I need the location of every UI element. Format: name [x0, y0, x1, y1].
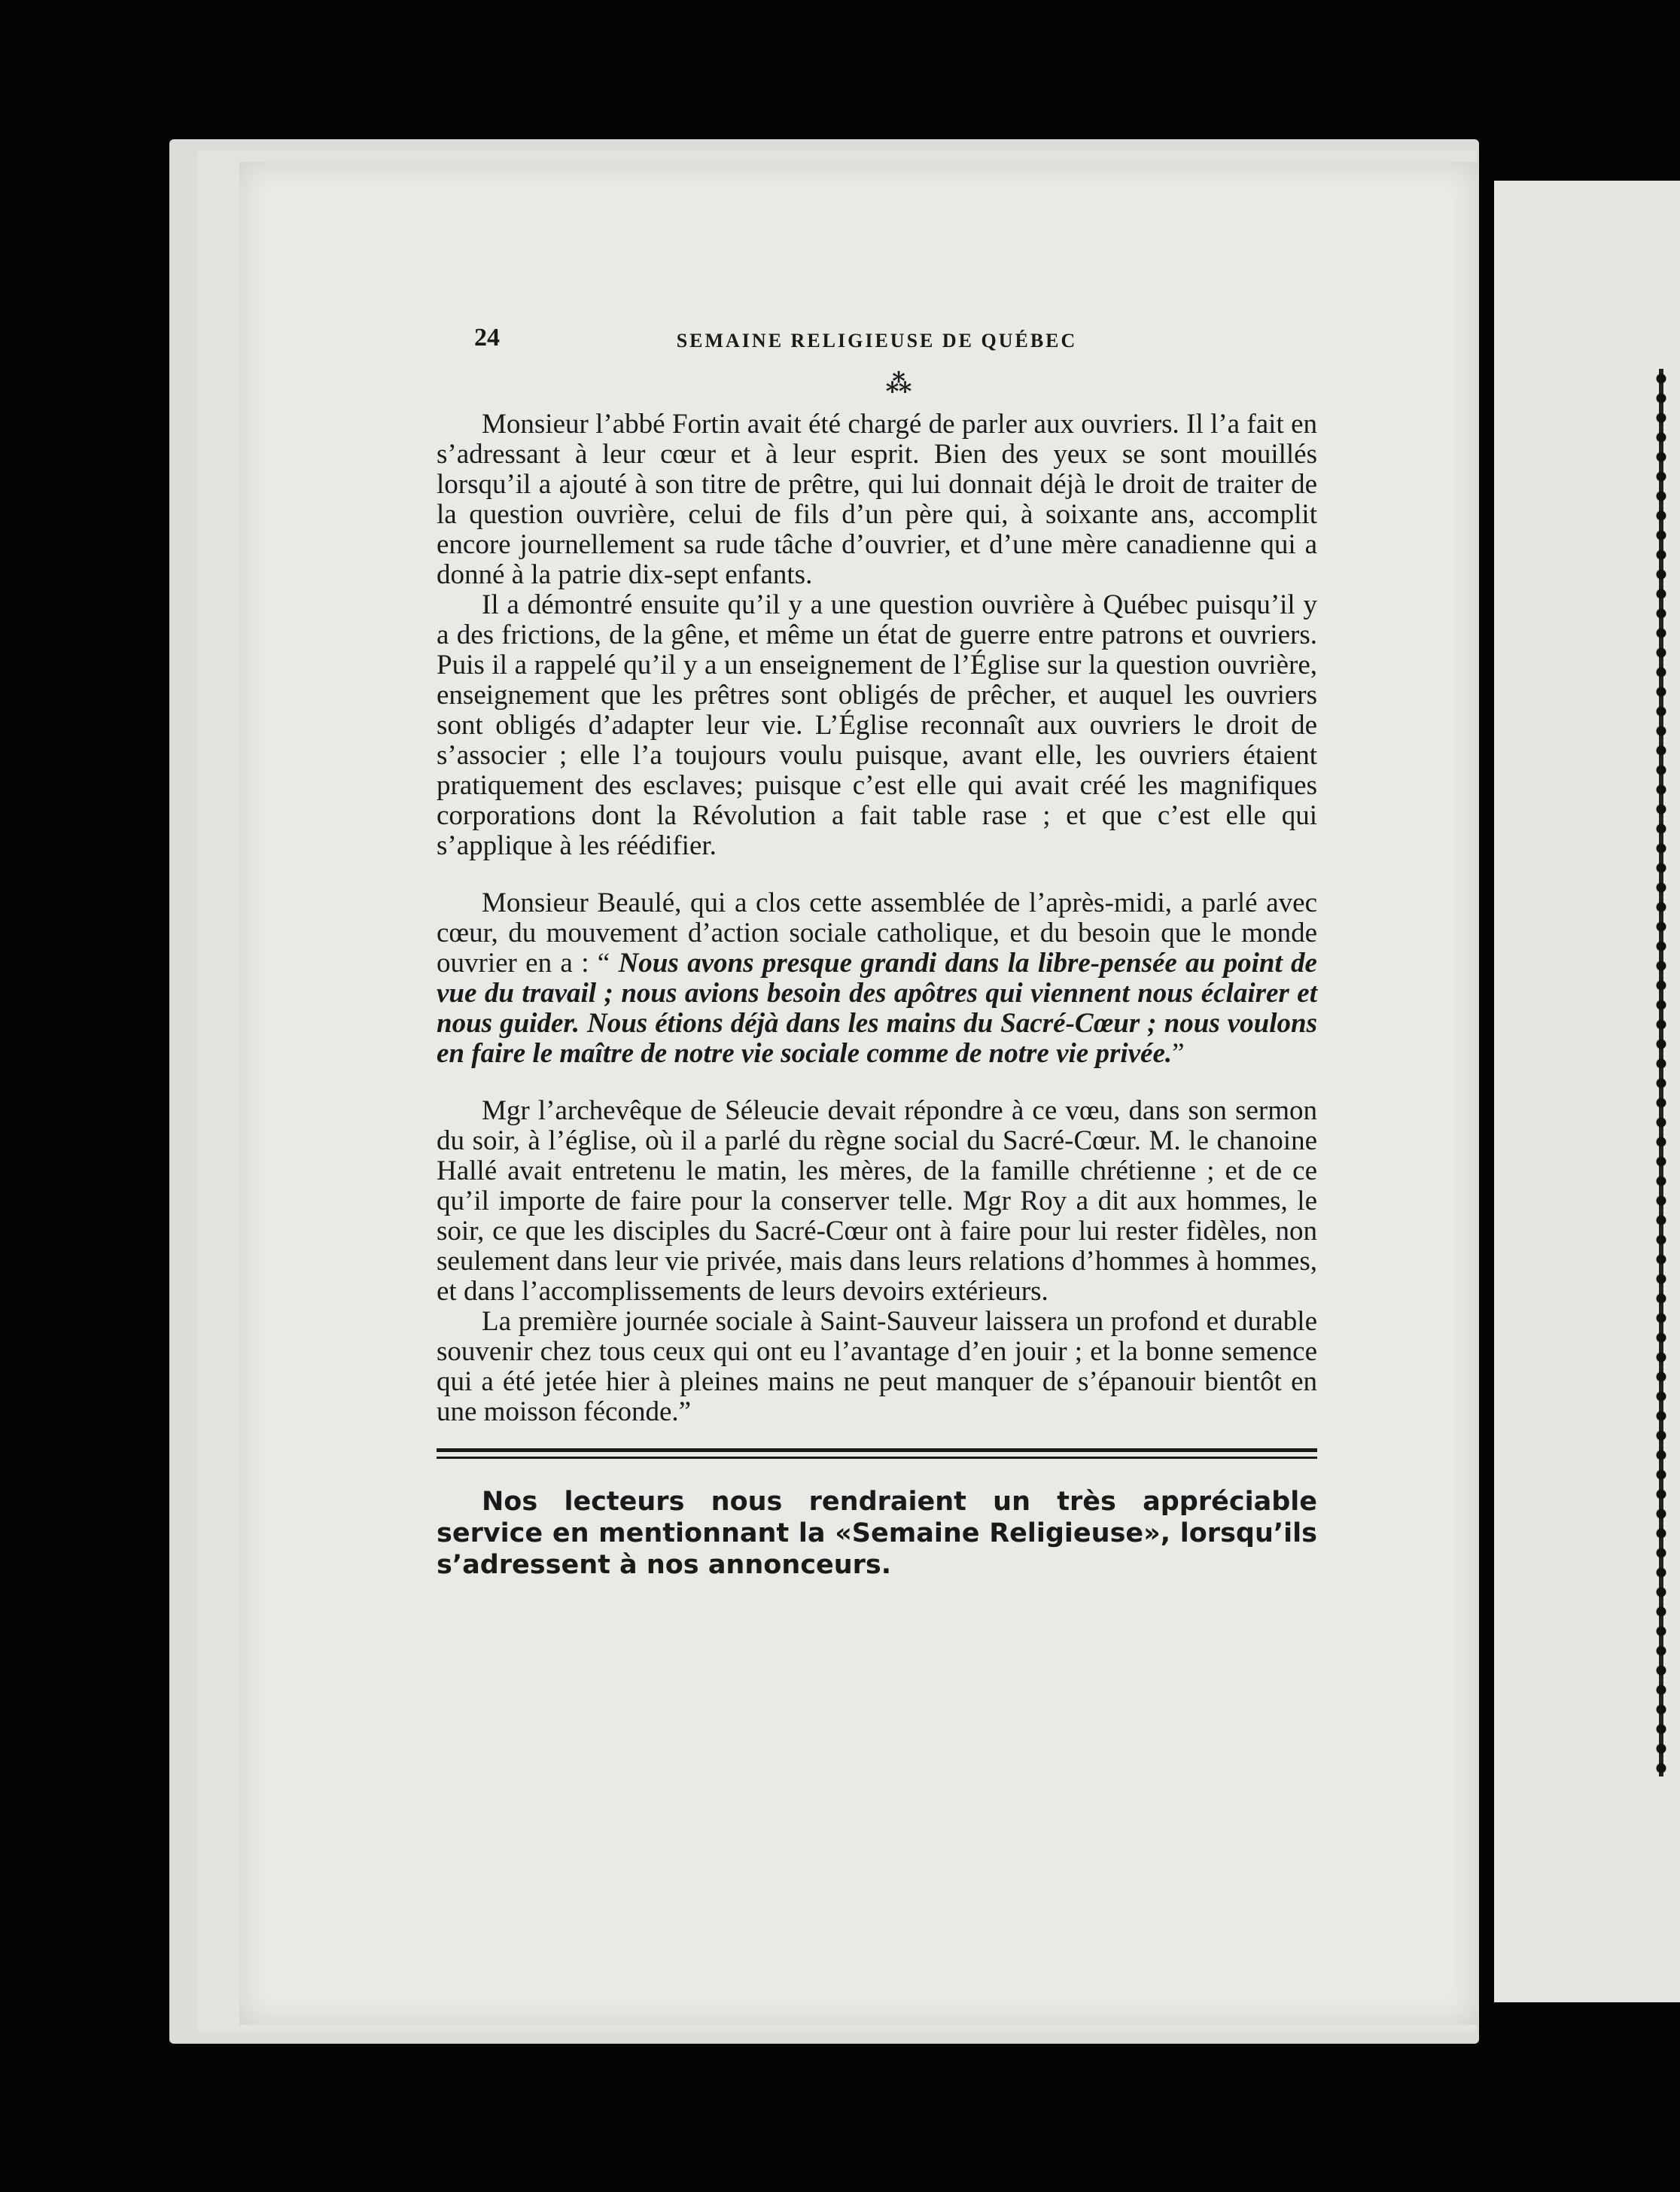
rule-thick: [437, 1448, 1317, 1452]
running-title: SEMAINE RELIGIEUSE DE QUÉBEC: [676, 330, 1078, 352]
page-number: 24: [474, 324, 500, 352]
double-rule: [437, 1448, 1317, 1459]
ornamental-border-icon: [1654, 369, 1668, 1776]
quote-italic: Nous avons presque grandi dans la libre-pensée au point de vue du travail ; nous avions besoin des apôtres qui viennent nous éclairer et nous guider. Nous étions déjà dans les mains du Sacré-Cœur ; nous voulons en faire le maître de notre vie sociale comme de notre vie privée.: [437, 948, 1317, 1069]
page-content: [437, 316, 1317, 1581]
advertiser-notice: Nos lecteurs nous rendraient un très appréciable service en mentionnant la «Semaine Religieuse», lorsqu’ils s’adressent à nos annonceurs.: [437, 1487, 1317, 1580]
paragraph-question-ouvriere: Il a démontré ensuite qu’il y a une question ouvrière à Québec puisqu’il y a des frictions, de la gêne, et même un état de guerre entre patrons et ouvriers. Puis il a rappelé qu’il y a un enseignement de l’Église sur la question ouvrière, enseignement que les prêtres sont obligés de prêcher, et auquel les ouvriers sont obligés d’adapter leur vie. L’Église reconnaît aux ouvriers le droit de s’associer ; elle l’a toujours voulu puisque, avant elle, les ouvriers étaient pratiquement des esclaves; puisque c’est elle qui avait créé les magnifiques corporations dont la Révolution a fait table rase ; et que c’est elle qui s’applique à les réédifier.: [437, 589, 1317, 861]
rule-thin: [437, 1457, 1317, 1459]
paragraph-fortin: Monsieur l’abbé Fortin avait été chargé de parler aux ouvriers. Il l’a fait en s’adressant à leur cœur et à leur esprit. Bien des yeux se sont mouillés lorsqu’il a ajouté à son titre de prêtre, qui lui donnait déjà le droit de traiter de la question ouvrière, celui de fils d’un père qui, à soixante ans, accomplit encore journellement sa rude tâche d’ouvrier, et d’une mère canadienne qui a donné à la patrie dix-sept enfants.: [437, 409, 1317, 590]
page-header: [437, 316, 1317, 361]
paragraph-beaule: [437, 888, 1317, 1069]
quote-intro: Monsieur Beaulé, qui a clos cette assemblée de l’après-midi, a parlé avec cœur, du mouvement d’action sociale catholique, et du besoin que le monde ouvrier en a : “: [437, 887, 1317, 979]
paragraph-seleucie: Mgr l’archevêque de Séleucie devait répondre à ce vœu, dans son sermon du soir, à l’église, où il a parlé du règne social du Sacré-Cœur. M. le chanoine Hallé avait entretenu le matin, les mères, de la famille chrétienne ; et de ce qu’il importe de faire pour la conserver telle. Mgr Roy a dit aux hommes, le soir, ce que les disciples du Sacré-Cœur ont à faire pour lui rester fidèles, non seulement dans leur vie privée, mais dans leurs relations d’hommes à hommes, et dans l’accomplissements de leurs devoirs extérieurs.: [437, 1095, 1317, 1307]
paragraph-premiere-journee: La première journée sociale à Saint-Sauveur laissera un profond et durable souvenir chez tous ceux qui ont eu l’avantage d’en jouir ; et la bonne semence qui a été jetée hier à pleines mains ne peut manquer de s’épanouir bientôt en une moisson féconde.”: [437, 1306, 1317, 1427]
quote-close: ”: [1172, 1038, 1185, 1069]
asterism-icon: ⁂: [885, 370, 914, 398]
facing-page: [1494, 181, 1680, 2002]
